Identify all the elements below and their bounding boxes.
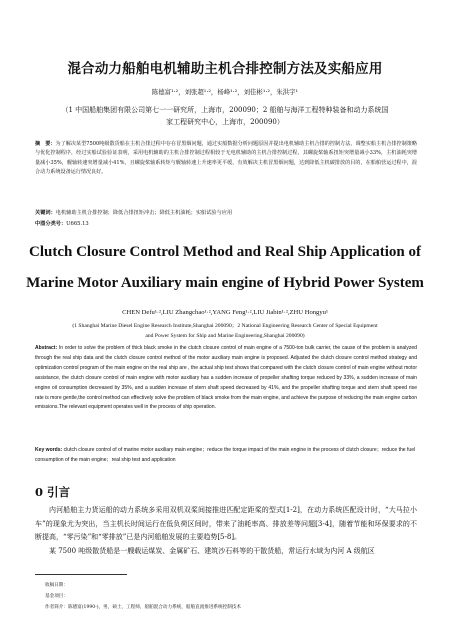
authors-english: CHEN Defu¹·²,LIU Zhangchao¹·²,YANG Feng¹·²,LIU Jiabin¹·²,ZHU Hongyu¹ [122,309,328,316]
keywords-english [35,446,417,466]
classification-number [35,220,89,227]
keywords-english-label: Key words: [35,447,63,453]
keywords-english-text: clutch closure control of of marine motor auxiliary main engine；reduce the torque impact of the main engine in the process of clutch closure；reduce the fuel consumption of the main engine；real ship test and application [35,447,416,463]
keywords-chinese-label: 关键词： [35,210,56,216]
authors-chinese: 陈德富¹·²，刘张超¹·²，杨峰¹·²，刘佳彬¹·²，朱洪宇¹ [151,88,299,96]
footnote-author-bio: 作者简介：陈德富(1990-)，男，硕士，工程师，船舶混合动力系统，船舶直流推进系统控制技术 [45,605,241,610]
title-english-line-1: Clutch Closure Control Method and Real Ship Application of [29,244,421,260]
body-paragraph-2: 某 7500 吨级散货船是一艘载运煤炭、金属矿石、建筑沙石料等的干散货船，常运行水域为内河 A 级航区 [49,547,375,555]
affiliation-english [20,321,430,341]
abstract-english-label: Abstract: [35,345,58,351]
affiliation-english-line-2: and Power System for Ship and Marine Engineering,Shanghai 200090) [145,333,305,339]
abstract-chinese-text: 为了解决某型7500吨级散货船在主机合排过程中存在冒黑烟问题，通过实船数据分析问题原因并提出电机辅助主机合排的控制方法，调整实船主机合排控制策略与优化控制程序，经过实船试验验证表明，采用电机辅助的主机合排控制过程相较于无电机辅助的主机合排控制过程，其螺旋桨轴系扭矩突增量减小33%，主机油耗突增量减小35%，艉轴转速突增量减小41%，且螺旋桨轴系转矩与艉轴转速上升速率更平缓，有效解决主机冒黑烟问题，达到降低主机碳排放的目的，在船舶营运过程中，混合动力系统设备运行情况良好。 [35,141,417,176]
footnote-received-date: 收稿日期： [45,583,68,588]
footnote-funding: 基金项目： [45,594,68,599]
footnote-divider [35,574,127,575]
title-english [10,237,440,299]
abstract-chinese [35,140,417,178]
keywords-chinese-text: 电机辅助主机合排控制；降低合排扭矩冲击；降低主机油耗；实船试验与应用 [55,210,233,216]
keywords-chinese [35,209,232,216]
abstract-chinese-label: 摘 要： [35,141,56,147]
abstract-english-text: In order to solve the problem of thick black smoke in the clutch closure control of main engine of a 7500-ton bulk carrier, the cause of the problem is analyzed through the real ship data and the clutch closure control method of the motor auxiliary main engine is proposed. Adjusted the clutch closure control method strategy and optimization control program of the main engine on the real ship are , the actual ship test shows that compared with the clutch closure control of main engine without motor assistance, the clutch closure control of main engine with motor auxiliary has a sudden increase of propeller shafting torque reduced by 33%, a sudden increase of main engine oil consumption decreased by 35%, and a sudden increase of stern shaft speed decreased by 41%, and the propeller shafting torque and stern shaft speed rise rate is more gentle,the control method can effectively solve the problem of black smoke from the main engine, and achieve the purpose of reducing the main engine carbon emissions.The relevant equipment operates well in the process of ship operation. [35,345,418,411]
title-chinese: 混合动力船舶电机辅助主机合排控制方法及实船应用 [67,61,383,77]
body-paragraph-1: 内河船舶主力货运船的动力系统多采用双机双桨间接推进匹配定距桨的型式[1-2]，在动力系统匹配设计时，“大马拉小车”的现象尤为突出，当主机长时间运行在低负荷区间时，带来了油耗率高、排放差等问题[3-4]，随着节能和环保要求的不断提高，“零污染”和“零排放”已是内河船舶发展的主要趋势[5-8]。 [35,506,417,542]
classification-label: 中图分类号： [35,221,67,227]
abstract-english [35,344,417,413]
affiliation-english-line-1: (1 Shanghai Marine Diesel Engine Research Institute,Shanghai 200090；2 National Engineering Research Center of Special Equipment [72,323,378,329]
classification-value: U665.13 [66,221,89,227]
section-heading-introduction: 0 引言 [35,485,71,499]
title-english-line-2: Marine Motor Auxiliary main engine of Hybrid Power System [26,275,424,291]
affiliation-chinese: （1 中国船舶集团有限公司第七一一研究所，上海市，200090；2 船舶与海洋工程特种装备和动力系统国家工程研究中心，上海市，200090） [61,106,389,126]
